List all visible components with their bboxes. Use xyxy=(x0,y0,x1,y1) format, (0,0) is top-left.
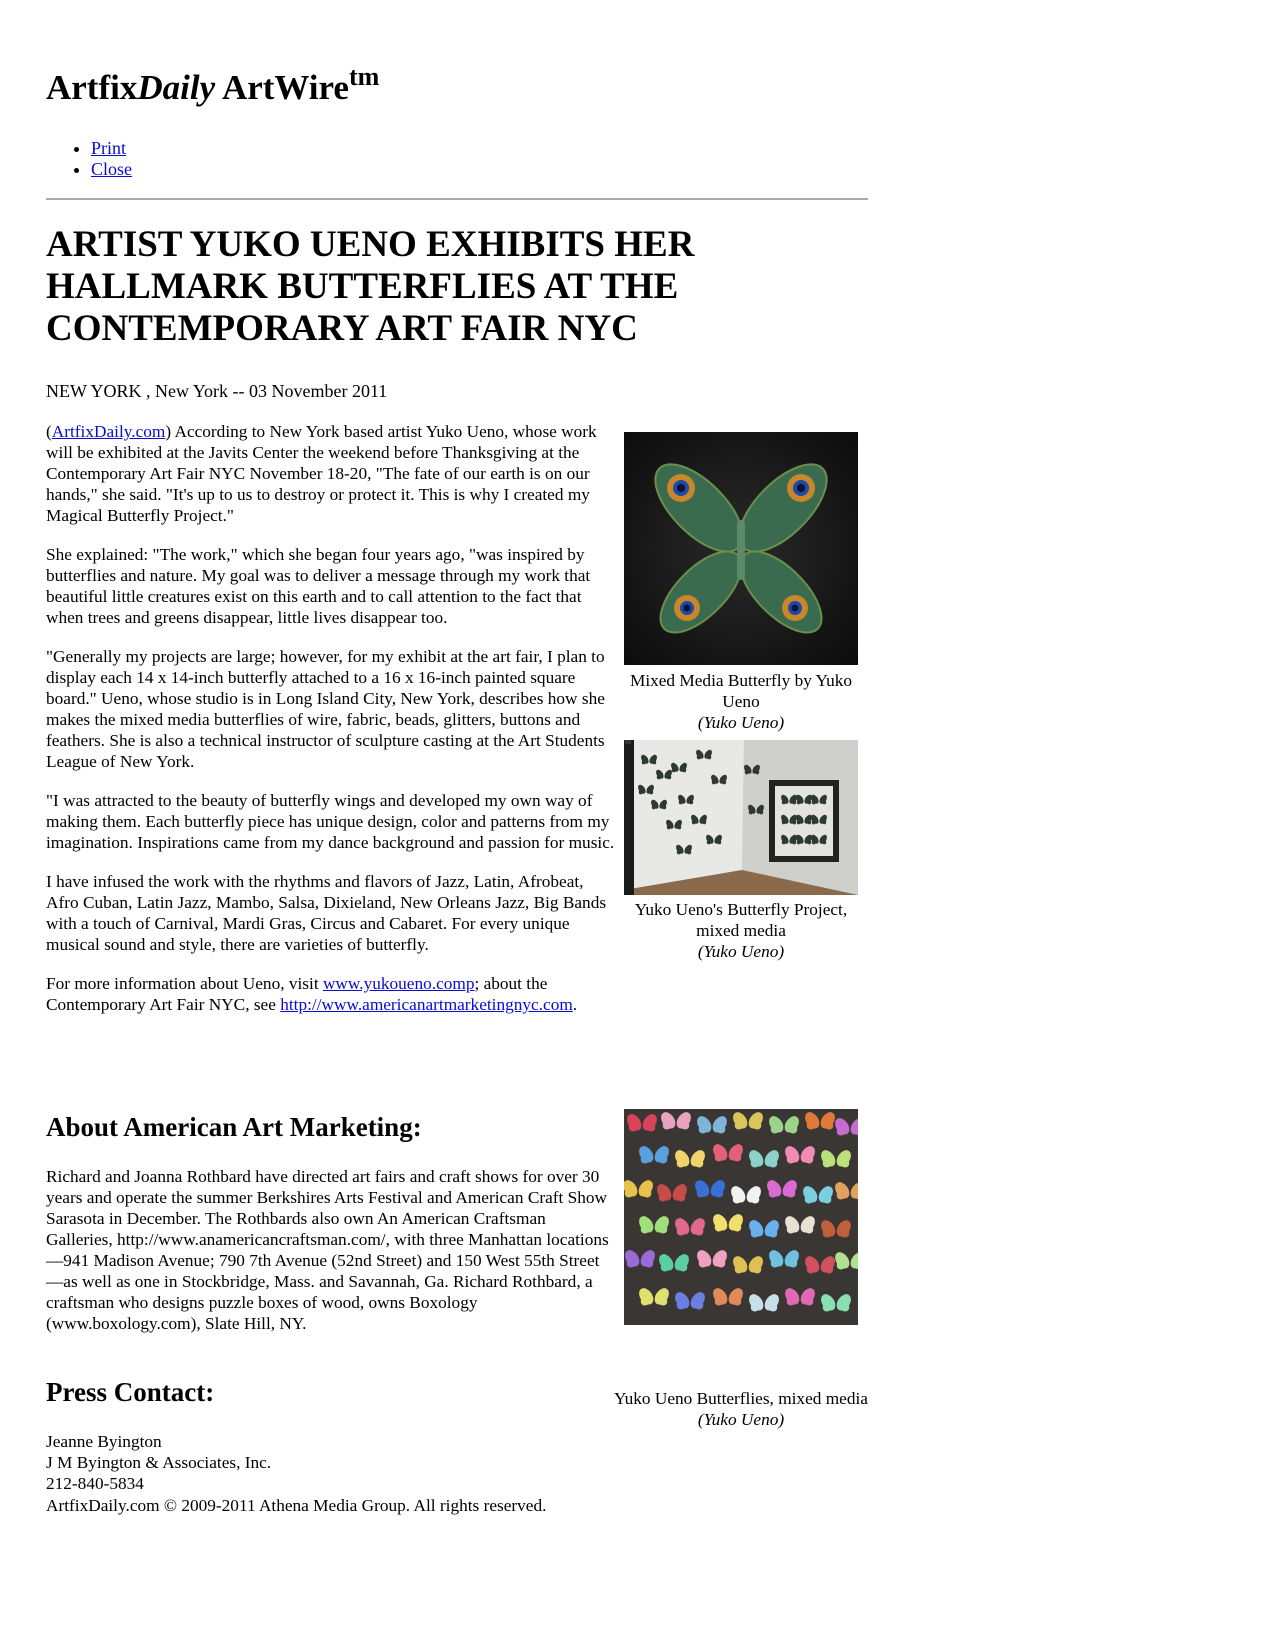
masthead-tm: tm xyxy=(348,62,380,91)
artfixdaily-link[interactable]: ArtfixDaily.com xyxy=(51,422,166,441)
peacock-butterfly-image xyxy=(624,432,858,665)
contact-phone: 212-840-5834 xyxy=(46,1474,144,1493)
paragraph-1-text: ) According to New York based artist Yuko Ueno, whose work will be exhibited at the Javits Center the weekend before Thanksgiving at the Contemporary Art Fair NYC November 18-20, "The fate of our earth is on our hands," she said. "It's up to us to destroy or protect it. This is why I created my Magical Butterfly Project." xyxy=(46,422,597,525)
paragraph-6-text-b: ; about the Contemporary Art Fair NYC, see xyxy=(46,974,548,1014)
nav-list xyxy=(46,138,132,180)
dateline: NEW YORK , New York -- 03 November 2011 xyxy=(46,381,388,401)
americanartmarketing-link[interactable]: http://www.americanartmarketingnyc.com xyxy=(280,995,573,1014)
caption-3-text: Yuko Ueno Butterflies, mixed media xyxy=(614,1389,868,1408)
caption-1-text: Mixed Media Butterfly by Yuko Ueno xyxy=(629,671,853,711)
masthead xyxy=(46,62,380,108)
nav-item-print xyxy=(91,138,132,159)
contact-name: Jeanne Byington xyxy=(46,1432,162,1451)
masthead-daily: Daily xyxy=(137,68,216,107)
copyright: ArtfixDaily.com © 2009-2011 Athena Media Group. All rights reserved. xyxy=(46,1496,547,1515)
masthead-artwire: ArtWire xyxy=(215,68,349,107)
butterfly-photo-2 xyxy=(624,740,858,895)
caption-2-credit: (Yuko Ueno) xyxy=(697,942,785,961)
print-link[interactable]: Print xyxy=(91,138,127,158)
horizontal-rule xyxy=(46,198,868,200)
caption-1-credit: (Yuko Ueno) xyxy=(697,713,785,732)
colorful-butterflies-image xyxy=(624,1109,858,1325)
butterfly-photo-3 xyxy=(624,1109,858,1325)
paren-open: ( xyxy=(46,422,52,441)
butterfly-photo-1 xyxy=(624,432,858,665)
caption-1 xyxy=(612,670,870,733)
yukoueno-link[interactable]: www.yukoueno.comp xyxy=(322,974,475,993)
paragraph-4: "I was attracted to the beauty of butterfly wings and developed my own way of making them. Each butterfly piece has unique design, color and patterns from my imagination. Inspirations came from my dance background and passion for music. xyxy=(46,791,615,852)
paragraph-1 xyxy=(46,421,616,526)
caption-3 xyxy=(612,1388,870,1430)
press-contact-heading: Press Contact: xyxy=(46,1377,215,1407)
paragraph-6-text-a: For more information about Ueno, visit xyxy=(46,974,323,993)
paragraph-5: I have infused the work with the rhythms and flavors of Jazz, Latin, Afrobeat, Afro Cuban, Latin Jazz, Mambo, Salsa, Dixieland, New Orleans Jazz, Big Bands with a touch of Carnival, Mardi Gras, Circus and Cabaret. For every unique musical sound and style, there are varieties of butterfly. xyxy=(46,872,607,954)
article-body xyxy=(46,421,616,1033)
caption-2-text: Yuko Ueno's Butterfly Project, mixed media xyxy=(634,900,848,940)
paragraph-6 xyxy=(46,973,616,1015)
caption-2 xyxy=(612,899,870,962)
about-heading: About American Art Marketing: xyxy=(46,1112,422,1142)
gallery-installation-image xyxy=(624,740,858,895)
article-headline: ARTIST YUKO UENO EXHIBITS HER HALLMARK BUTTERFLIES AT THE CONTEMPORARY ART FAIR NYC xyxy=(46,224,695,349)
paragraph-6-text-c: . xyxy=(572,995,578,1014)
close-link[interactable]: Close xyxy=(91,159,133,179)
paragraph-3: "Generally my projects are large; however, for my exhibit at the art fair, I plan to display each 14 x 14-inch butterfly attached to a 16 x 16-inch painted square board." Ueno, whose studio is in Long Island City, New York, describes how she makes the mixed media butterflies of wire, fabric, beads, glitters, buttons and feathers. She is also a technical instructor of sculpture casting at the Art Students League of New York. xyxy=(46,647,605,771)
nav-item-close xyxy=(91,159,132,180)
about-text: Richard and Joanna Rothbard have directed art fairs and craft shows for over 30 years and operate the summer Berkshires Arts Festival and American Craft Show Sarasota in December. The Rothbards also own An American Craftsman Galleries, http://www.anamericancraftsman.com/, with three Manhattan locations—941 Madison Avenue; 790 7th Avenue (52nd Street) and 150 West 55th Street—as well as one in Stockbridge, Mass. and Savannah, Ga. Richard Rothbard, a craftsman who designs puzzle boxes of wood, owns Boxology (www.boxology.com), Slate Hill, NY. xyxy=(46,1167,609,1333)
press-contact-block xyxy=(46,1431,271,1494)
contact-company: J M Byington & Associates, Inc. xyxy=(46,1453,272,1472)
masthead-artfix: Artfix xyxy=(46,68,138,107)
caption-3-credit: (Yuko Ueno) xyxy=(697,1410,785,1429)
paragraph-2: She explained: "The work," which she began four years ago, "was inspired by butterflies and nature. My goal was to deliver a message through my work that beautiful little creatures exist on this earth and to call attention to the fact that when trees and greens disappear, little lives disappear too. xyxy=(46,545,591,627)
